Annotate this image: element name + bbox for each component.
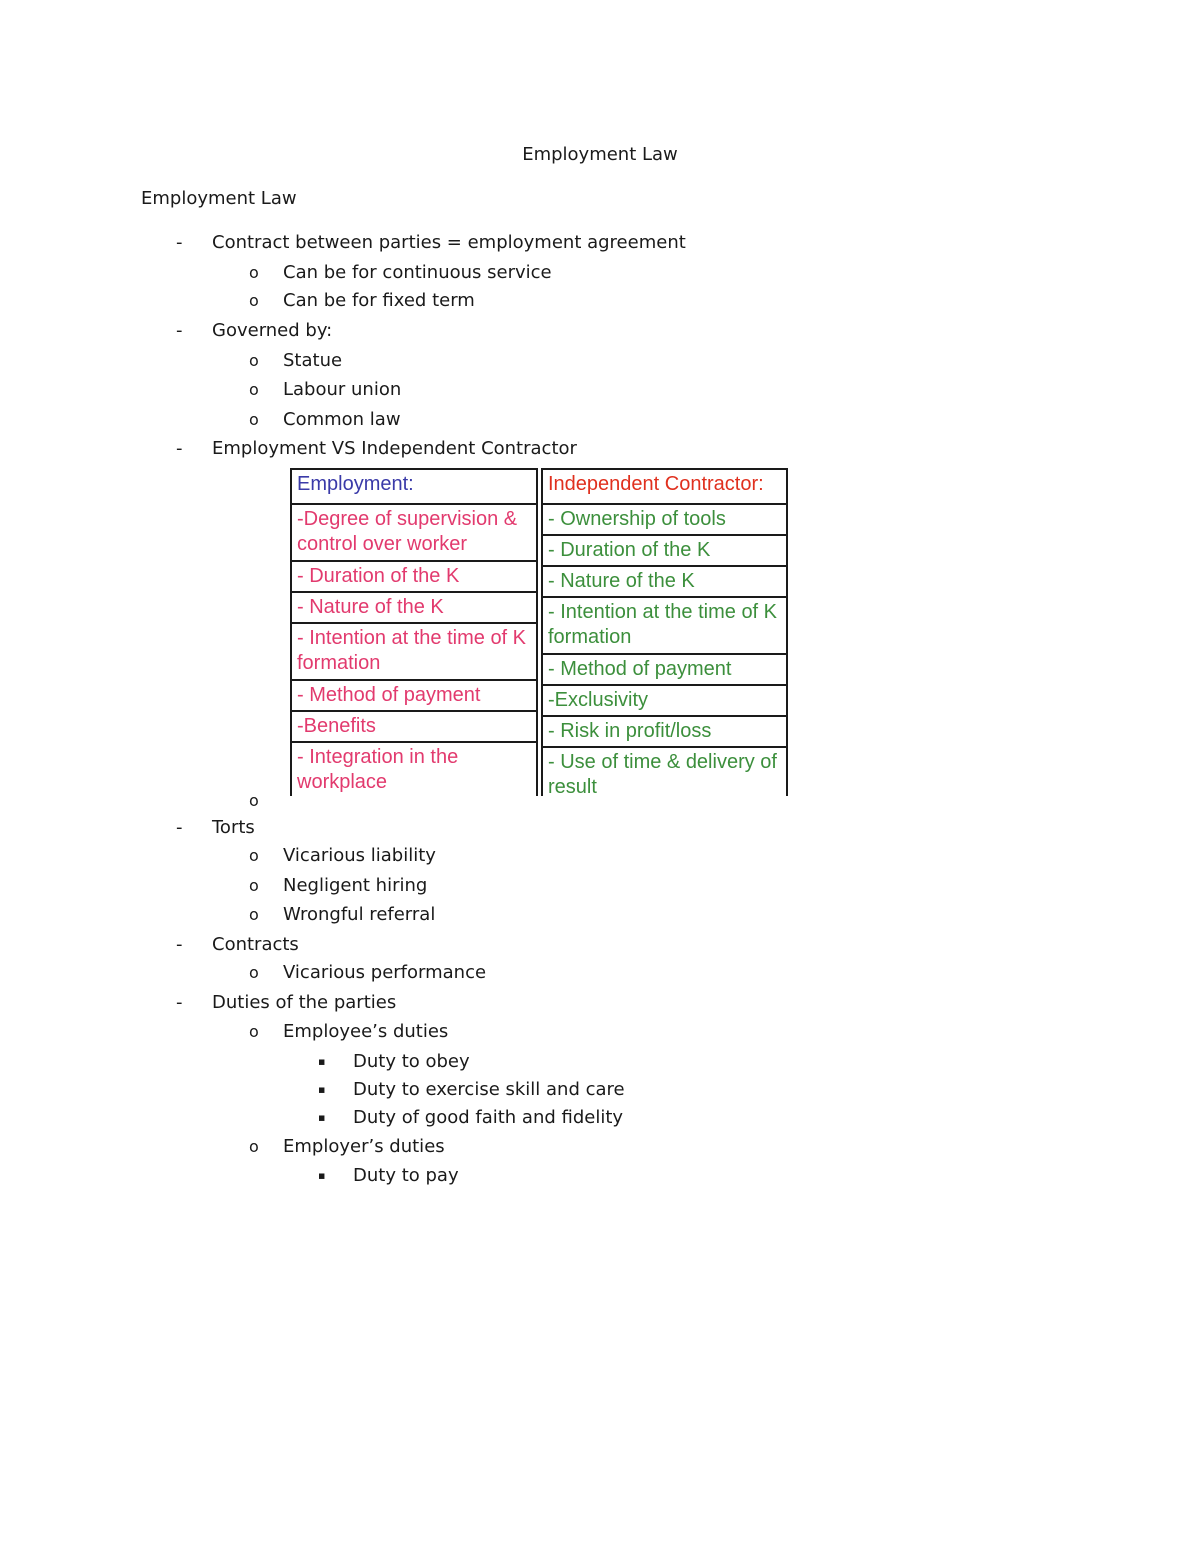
list-item-employer-duties: Employer’s duties xyxy=(283,1136,445,1157)
circle-bullet: o xyxy=(249,791,259,810)
employment-row: -Benefits xyxy=(292,712,536,743)
dash-bullet: - xyxy=(176,438,183,459)
list-item-duty-pay: Duty to pay xyxy=(353,1165,459,1186)
employment-row: - Intention at the time of K formation xyxy=(292,624,536,681)
dash-bullet: - xyxy=(176,232,183,253)
circle-bullet: o xyxy=(249,410,259,429)
list-item-continuous: Can be for continuous service xyxy=(283,262,552,283)
dash-bullet: - xyxy=(176,817,183,838)
employment-row: - Integration in the workplace xyxy=(297,746,459,793)
circle-bullet: o xyxy=(249,905,259,924)
circle-bullet: o xyxy=(249,351,259,370)
document-heading: Employment Law xyxy=(141,188,297,209)
list-item-common-law: Common law xyxy=(283,409,401,430)
circle-bullet: o xyxy=(249,263,259,282)
list-item-duties: Duties of the parties xyxy=(212,992,397,1013)
square-bullet: ▪ xyxy=(318,1111,326,1124)
dash-bullet: - xyxy=(176,934,183,955)
employment-header: Employment: xyxy=(292,470,536,505)
circle-bullet: o xyxy=(249,963,259,982)
contractor-row: - Intention at the time of K formation xyxy=(543,598,786,655)
list-item-governed: Governed by: xyxy=(212,320,333,341)
list-item-negligent-hiring: Negligent hiring xyxy=(283,875,428,896)
list-item-fixed-term: Can be for fixed term xyxy=(283,290,475,311)
contractor-row: - Duration of the K xyxy=(543,536,786,567)
dash-bullet: - xyxy=(176,320,183,341)
circle-bullet: o xyxy=(249,1137,259,1156)
employment-column xyxy=(290,468,538,796)
circle-bullet: o xyxy=(249,291,259,310)
list-item-contracts: Contracts xyxy=(212,934,299,955)
list-item-duty-skill: Duty to exercise skill and care xyxy=(353,1079,625,1100)
list-item-employee-duties: Employee’s duties xyxy=(283,1021,449,1042)
employment-row: -Degree of supervision & control over worker xyxy=(292,505,536,562)
list-item-duty-good-faith: Duty of good faith and fidelity xyxy=(353,1107,624,1128)
list-item-vicarious-performance: Vicarious performance xyxy=(283,962,487,983)
list-item-vs: Employment VS Independent Contractor xyxy=(212,438,577,459)
page-header-title: Employment Law xyxy=(522,144,678,165)
square-bullet: ▪ xyxy=(318,1055,326,1068)
comparison-table xyxy=(290,468,786,796)
contractor-row: - Ownership of tools xyxy=(543,505,786,536)
contractor-header: Independent Contractor: xyxy=(543,470,786,505)
circle-bullet: o xyxy=(249,1022,259,1041)
square-bullet: ▪ xyxy=(318,1083,326,1096)
contractor-row: - Method of payment xyxy=(543,655,786,686)
list-item-labour-union: Labour union xyxy=(283,379,402,400)
list-item-statue: Statue xyxy=(283,350,343,371)
employment-row: - Method of payment xyxy=(292,681,536,712)
list-item-torts: Torts xyxy=(212,817,255,838)
contractor-row: - Use of time & delivery of result xyxy=(548,751,777,798)
list-item-vicarious-liability: Vicarious liability xyxy=(283,845,436,866)
circle-bullet: o xyxy=(249,846,259,865)
circle-bullet: o xyxy=(249,380,259,399)
square-bullet: ▪ xyxy=(318,1169,326,1182)
dash-bullet: - xyxy=(176,992,183,1013)
contractor-row: - Nature of the K xyxy=(543,567,786,598)
contractor-column xyxy=(541,468,788,796)
circle-bullet: o xyxy=(249,876,259,895)
list-item-wrongful-referral: Wrongful referral xyxy=(283,904,436,925)
employment-row: - Nature of the K xyxy=(292,593,536,624)
employment-row: - Duration of the K xyxy=(292,562,536,593)
contractor-row: -Exclusivity xyxy=(543,686,786,717)
contractor-row: - Risk in profit/loss xyxy=(543,717,786,748)
list-item-contract: Contract between parties = employment agreement xyxy=(212,232,686,253)
list-item-duty-obey: Duty to obey xyxy=(353,1051,470,1072)
